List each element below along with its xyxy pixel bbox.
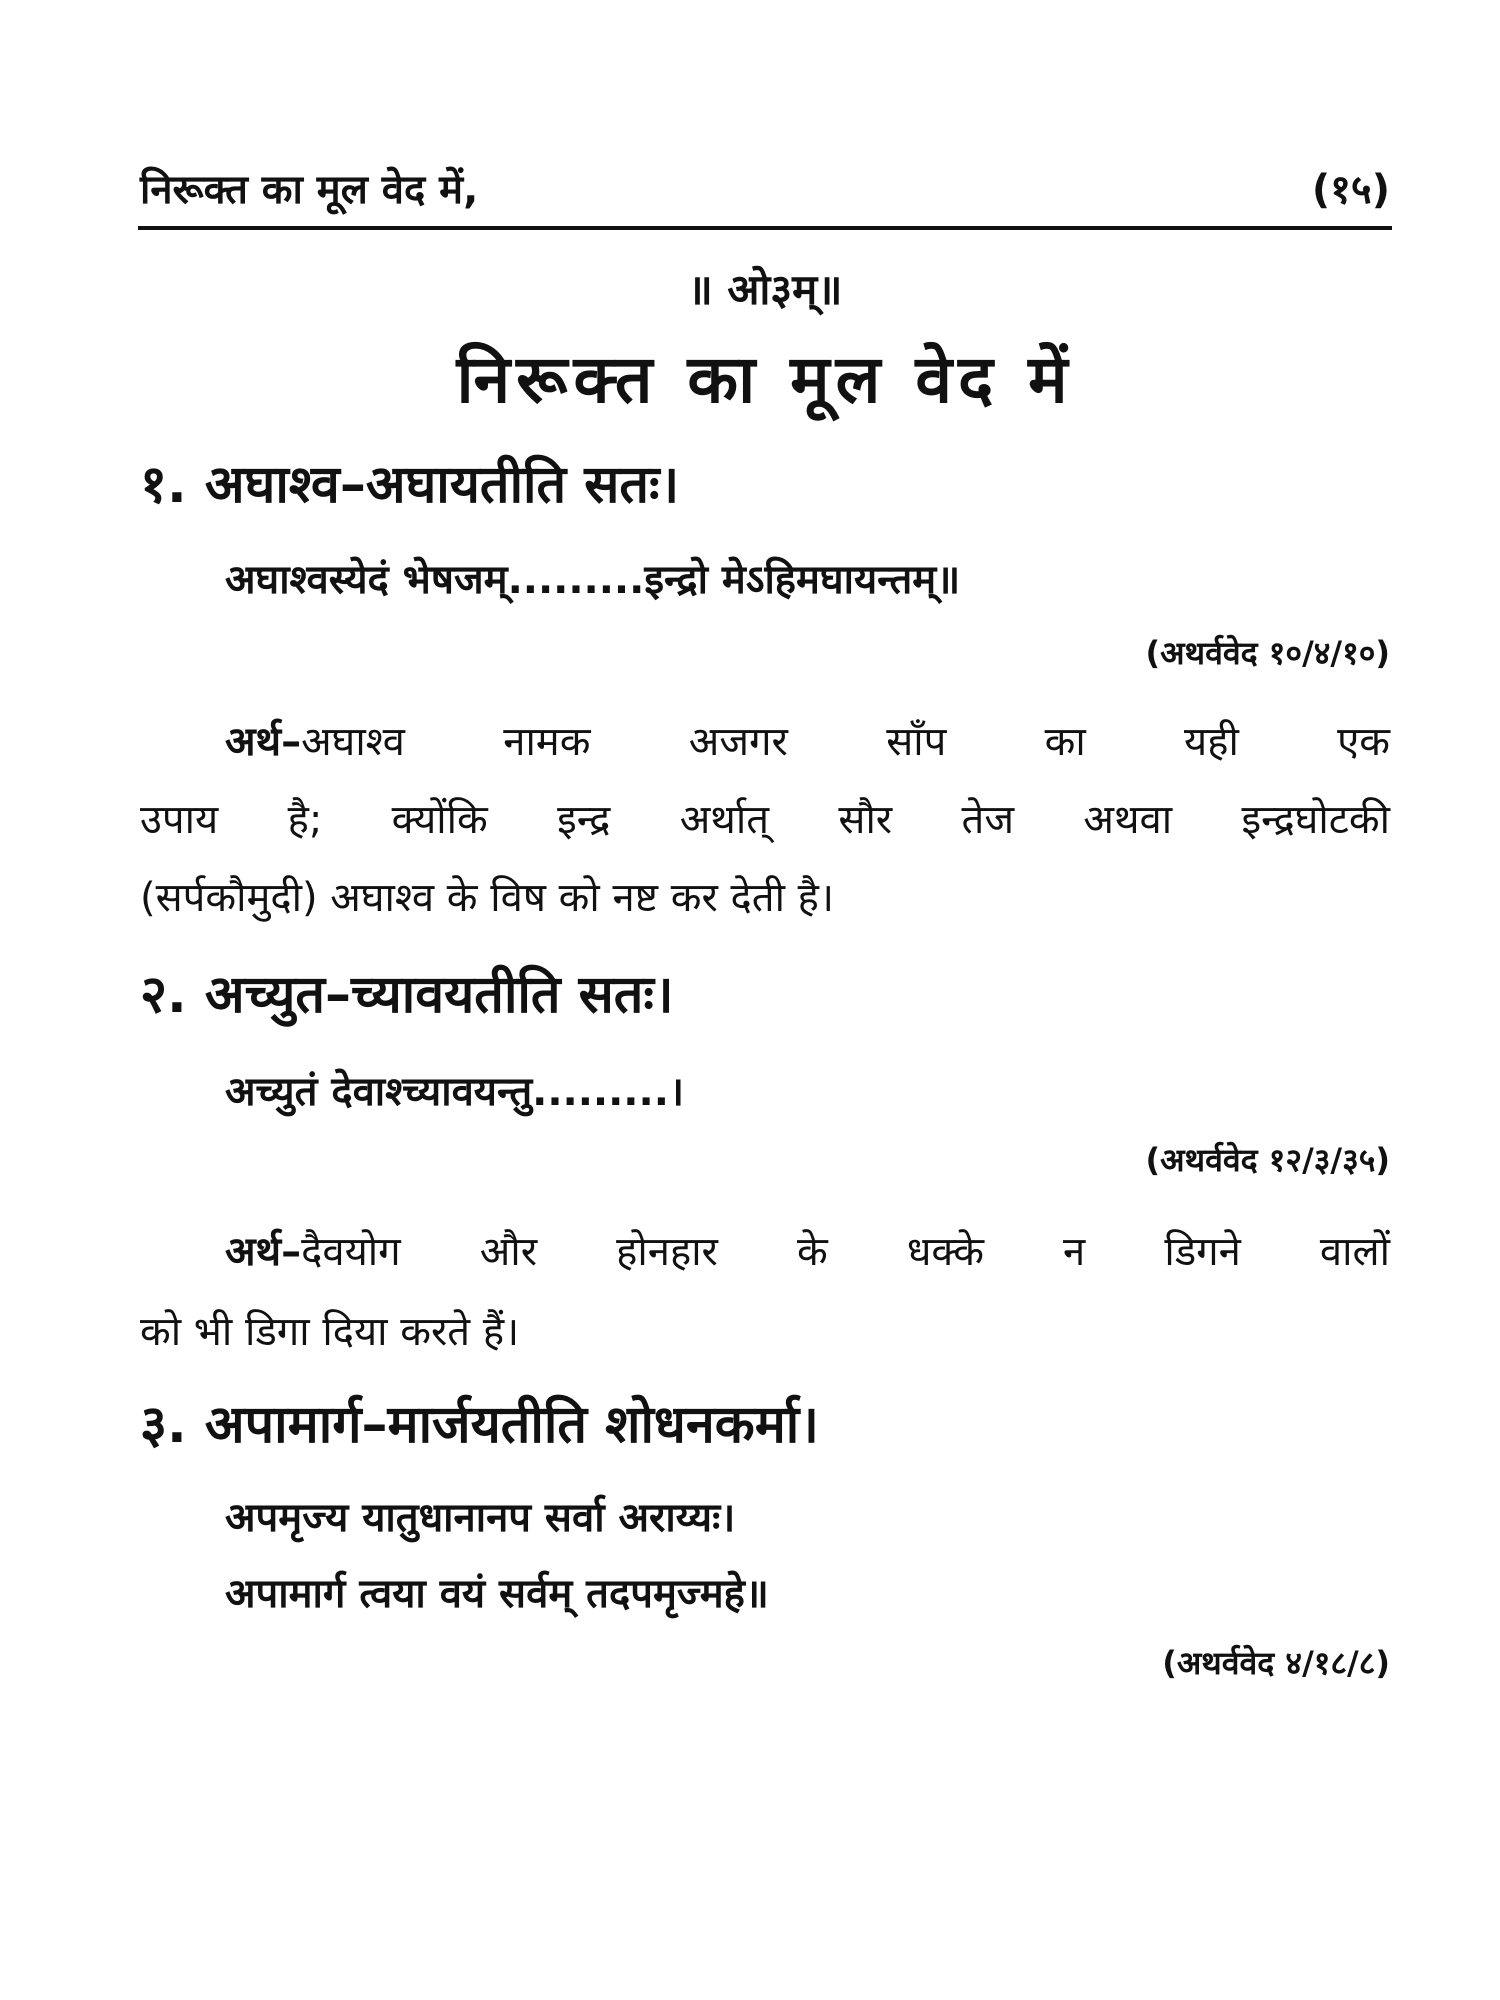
running-head-title: निरूक्त का मूल वेद में, bbox=[140, 167, 479, 213]
running-head bbox=[140, 160, 1390, 220]
section-heading: २. अच्युत–च्यावयतीति सतः। bbox=[140, 965, 674, 1025]
verse-reference: (अथर्ववेद ४/१८/८) bbox=[1162, 1644, 1390, 1682]
verse-reference: (अथर्ववेद १२/३/३५) bbox=[1145, 1141, 1390, 1179]
meaning-label: अर्थ– bbox=[225, 1229, 302, 1275]
meaning-line bbox=[225, 1220, 1390, 1284]
section-heading: ३. अपामार्ग–मार्जयतीति शोधनकर्मा। bbox=[140, 1395, 819, 1455]
page-title: निरूक्त का मूल वेद में bbox=[456, 341, 1074, 418]
mantra-line: अघाश्वस्येदं भेषजम्.........इन्द्रो मेऽहिमघायन्तम्॥ bbox=[225, 557, 961, 603]
meaning-text: अघाश्व नामक अजगर साँप का यही एक bbox=[301, 719, 1390, 765]
section-heading: १. अघाश्व–अघायतीति सतः। bbox=[140, 455, 680, 515]
mantra-line: अपामार्ग त्वया वयं सर्वम् तदपमृज्महे॥ bbox=[225, 1571, 769, 1617]
page-number: (१५) bbox=[1311, 167, 1390, 213]
mantra-line: अपमृज्य यातुधानानप सर्वा अराय्यः। bbox=[225, 1495, 736, 1541]
meaning-line: को भी डिगा दिया करते हैं। bbox=[140, 1309, 520, 1355]
meaning-label: अर्थ– bbox=[225, 719, 302, 765]
verse-reference: (अथर्ववेद १०/४/१०) bbox=[1145, 634, 1390, 672]
meaning-text: दैवयोग और होनहार के धक्के न डिगने वालों bbox=[301, 1229, 1390, 1275]
mantra-line: अच्युतं देवाश्च्यावयन्तु.........। bbox=[225, 1069, 685, 1115]
meaning-line: (सर्पकौमुदी) अघाश्व के विष को नष्ट कर देती है। bbox=[140, 875, 835, 921]
invocation: ॥ ओ३म्॥ bbox=[687, 265, 843, 314]
meaning-line bbox=[225, 710, 1390, 774]
header-rule bbox=[138, 226, 1392, 230]
meaning-line: उपाय है; क्योंकि इन्द्र अर्थात् सौर तेज अथवा इन्द्रघोटकी bbox=[140, 797, 1390, 843]
